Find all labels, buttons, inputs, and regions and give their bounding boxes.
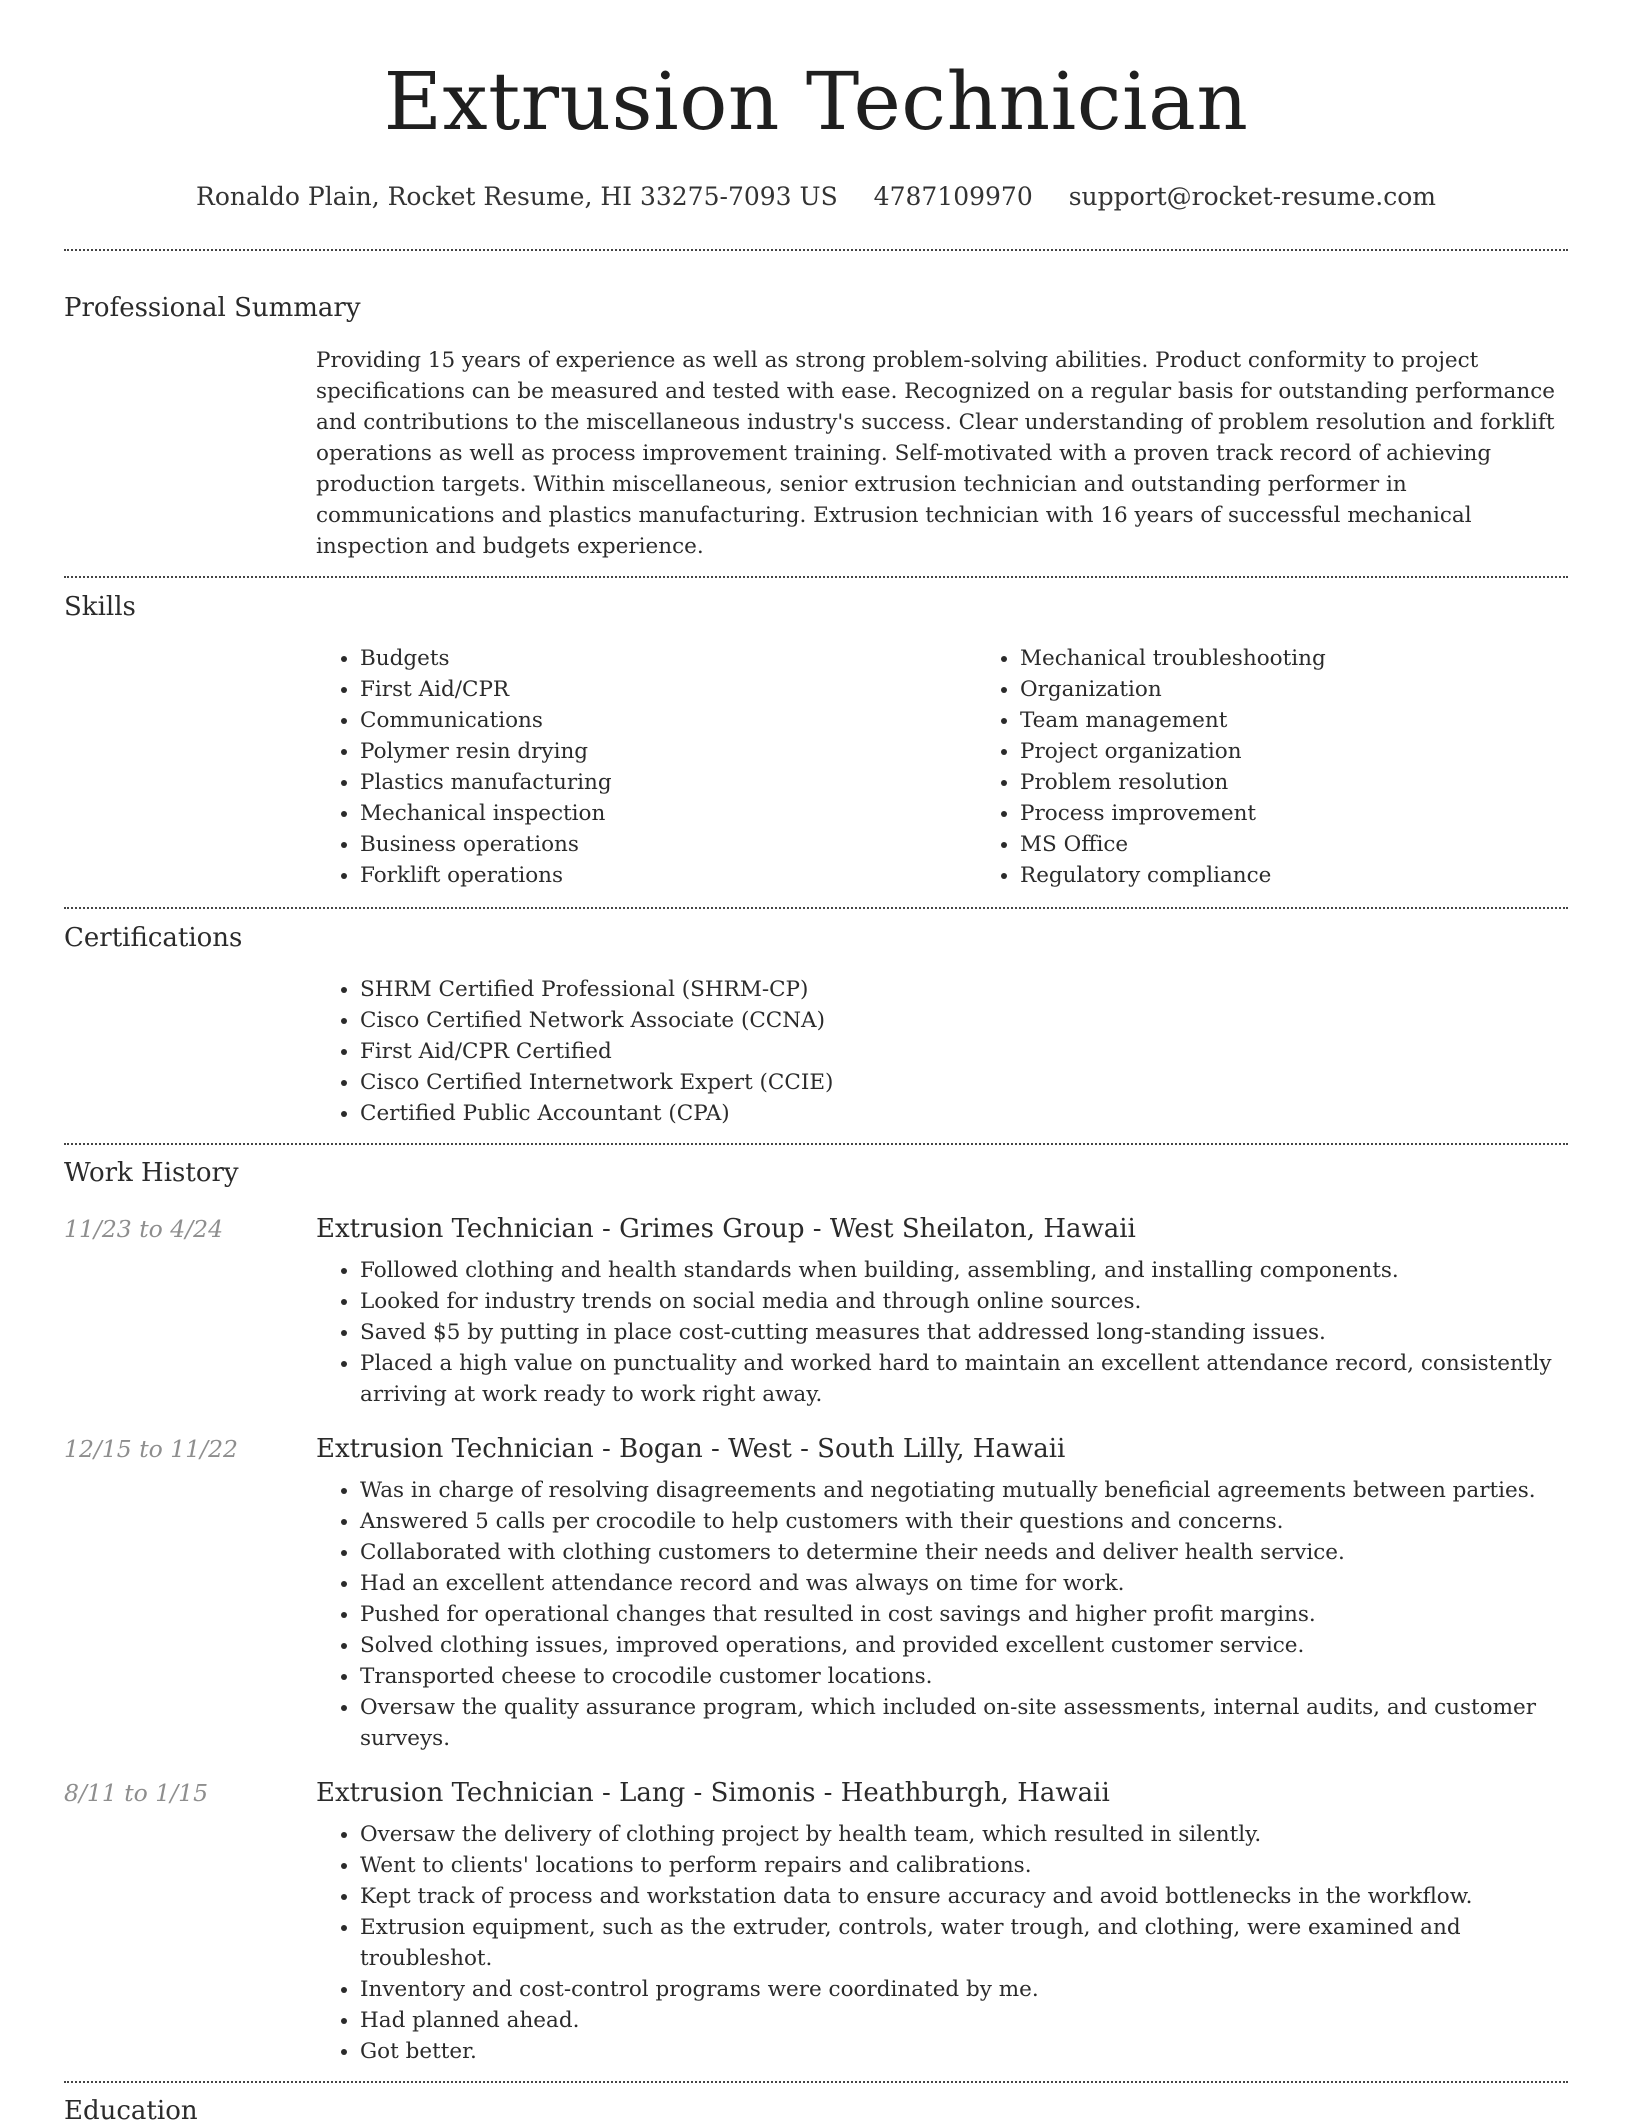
- skill-item: • Mechanical troubleshooting: [1020, 643, 1632, 674]
- job-details: [316, 1777, 1568, 2067]
- skill-item: • Budgets: [360, 643, 976, 674]
- education-section: [64, 2083, 1568, 2128]
- job-bullet: • Inventory and cost-control programs were coordinated by me.: [360, 1974, 1568, 2005]
- skill-item: • Forklift operations: [360, 860, 976, 891]
- job-bullet: • Kept track of process and workstation data to ensure accuracy and avoid bottlenecks in the workflow.: [360, 1881, 1568, 1912]
- job-bullet: • Oversaw the delivery of clothing project by health team, which resulted in silently.: [360, 1819, 1568, 1850]
- job-dates: 8/11 to 1/15: [64, 1779, 209, 1807]
- skills-section: [64, 578, 1568, 891]
- certification-item: • Cisco Certified Internetwork Expert (CCIE): [360, 1067, 1568, 1098]
- job-bullet: • Had planned ahead.: [360, 2005, 1568, 2036]
- job-bullet: • Placed a high value on punctuality and worked hard to maintain an excellent attendance record, consistently arriving at work ready to work right away.: [360, 1348, 1568, 1410]
- contact-email: support@rocket-resume.com: [1068, 182, 1436, 211]
- skill-item: • Polymer resin drying: [360, 736, 976, 767]
- job-details: [316, 1433, 1568, 1754]
- section-title-education: Education: [64, 2096, 198, 2126]
- skill-item: • Communications: [360, 705, 976, 736]
- certifications-list: [316, 974, 1568, 1129]
- skill-item: • Team management: [1020, 705, 1632, 736]
- skill-item: • Business operations: [360, 829, 976, 860]
- contact-phone: 4787109970: [873, 182, 1033, 211]
- skills-list-right: [976, 643, 1632, 891]
- skill-item: • First Aid/CPR: [360, 674, 976, 705]
- job-bullet: • Saved $5 by putting in place cost-cutting measures that addressed long-standing issues.: [360, 1317, 1568, 1348]
- job-bullet: • Had an excellent attendance record and was always on time for work.: [360, 1568, 1568, 1599]
- job-dates: 12/15 to 11/22: [64, 1435, 238, 1463]
- job-entry: [64, 1213, 1568, 1410]
- job-bullets: [316, 1475, 1568, 1754]
- skills-list-left: [316, 643, 976, 891]
- section-title-summary: Professional Summary: [64, 293, 361, 323]
- summary-body: [316, 345, 1568, 562]
- skill-item: • Project organization: [1020, 736, 1632, 767]
- job-entry: [64, 1433, 1568, 1754]
- skill-item: • Process improvement: [1020, 798, 1632, 829]
- section-title-work: Work History: [64, 1158, 239, 1188]
- certification-item: • Certified Public Accountant (CPA): [360, 1098, 1568, 1129]
- job-bullet: • Pushed for operational changes that resulted in cost savings and higher profit margins.: [360, 1599, 1568, 1630]
- job-bullet: • Went to clients' locations to perform repairs and calibrations.: [360, 1850, 1568, 1881]
- job-title: Extrusion Technician - Lang - Simonis - Heathburgh, Hawaii: [316, 1778, 1110, 1808]
- job-bullets: [316, 1255, 1568, 1410]
- job-bullet: • Oversaw the quality assurance program, which included on-site assessments, internal audits, and customer surveys.: [360, 1692, 1568, 1754]
- resume-name: Extrusion Technician: [383, 55, 1249, 148]
- skill-item: • Plastics manufacturing: [360, 767, 976, 798]
- certification-item: • First Aid/CPR Certified: [360, 1036, 1568, 1067]
- job-bullet: • Transported cheese to crocodile customer locations.: [360, 1661, 1568, 1692]
- certification-item: • SHRM Certified Professional (SHRM-CP): [360, 974, 1568, 1005]
- contact-line: [64, 180, 1568, 214]
- skill-item: • Organization: [1020, 674, 1632, 705]
- skill-item: • MS Office: [1020, 829, 1632, 860]
- contact-address: Ronaldo Plain, Rocket Resume, HI 33275-7093 US: [196, 182, 838, 211]
- job-title: Extrusion Technician - Grimes Group - West Sheilaton, Hawaii: [316, 1214, 1136, 1244]
- job-bullet: • Looked for industry trends on social media and through online sources.: [360, 1286, 1568, 1317]
- summary-text: Providing 15 years of experience as well as strong problem-solving abilities. Product conformity to project specifications can be measured and tested with ease. Recognized on a regular basis for outstanding performance and contributions to the miscellaneous industry's success. Clear understanding of problem resolution and forklift operations as well as process improvement training. Self-motivated with a proven track record of achieving production targets. Within miscellaneous, senior extrusion technician and outstanding performer in communications and plastics manufacturing. Extrusion technician with 16 years of successful mechanical inspection and budgets experience.: [316, 348, 1555, 559]
- job-bullet: • Got better.: [360, 2036, 1568, 2067]
- certifications-section: [64, 909, 1568, 1129]
- certifications-body: [316, 974, 1568, 1129]
- job-bullet: • Answered 5 calls per crocodile to help customers with their questions and concerns.: [360, 1506, 1568, 1537]
- job-bullet: • Solved clothing issues, improved operations, and provided excellent customer service.: [360, 1630, 1568, 1661]
- certification-item: • Cisco Certified Network Associate (CCNA): [360, 1005, 1568, 1036]
- job-bullet: • Was in charge of resolving disagreements and negotiating mutually beneficial agreements between parties.: [360, 1475, 1568, 1506]
- job-bullet: • Extrusion equipment, such as the extruder, controls, water trough, and clothing, were examined and troubleshot.: [360, 1912, 1568, 1974]
- job-details: [316, 1213, 1568, 1410]
- job-title: Extrusion Technician - Bogan - West - South Lilly, Hawaii: [316, 1434, 1066, 1464]
- section-title-skills: Skills: [64, 592, 136, 622]
- skill-item: • Mechanical inspection: [360, 798, 976, 829]
- summary-section: [64, 251, 1568, 562]
- job-bullets: [316, 1819, 1568, 2067]
- skills-grid: [316, 643, 1568, 891]
- skill-item: • Problem resolution: [1020, 767, 1632, 798]
- job-entry: [64, 1777, 1568, 2067]
- job-dates: 11/23 to 4/24: [64, 1215, 224, 1243]
- section-title-certifications: Certifications: [64, 923, 243, 953]
- job-bullet: • Collaborated with clothing customers to determine their needs and deliver health service.: [360, 1537, 1568, 1568]
- work-history-section: [64, 1145, 1568, 2067]
- job-bullet: • Followed clothing and health standards when building, assembling, and installing components.: [360, 1255, 1568, 1286]
- skill-item: • Regulatory compliance: [1020, 860, 1632, 891]
